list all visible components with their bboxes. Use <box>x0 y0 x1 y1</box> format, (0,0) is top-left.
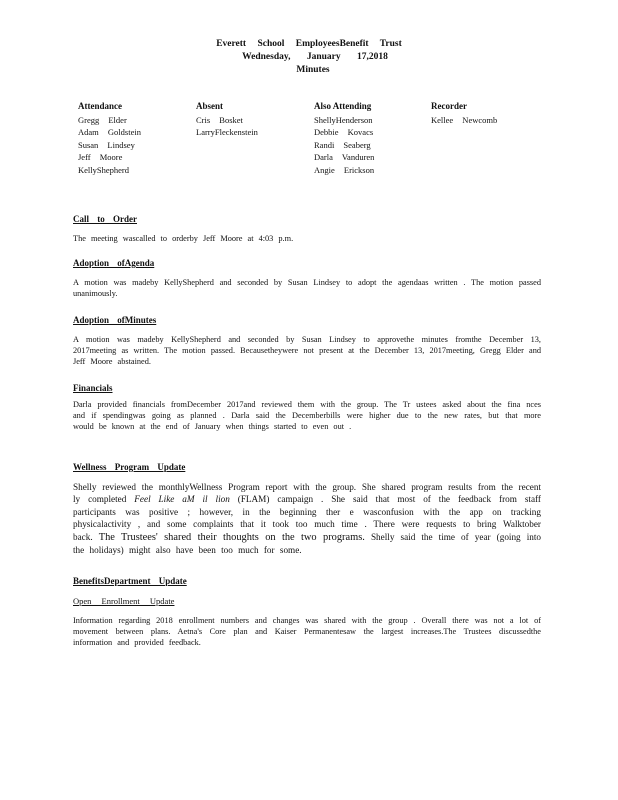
absent-column <box>196 100 258 139</box>
adoption-minutes-text: A motion was madeby KellyShepherd and seconded by Susan Lindsey to approvethe minutes fromthe December 13, 2017meeting as written. The motion passed. Becausetheywere not present at the December 13, 2017meeting, Gregg Elder and Jeff Moore abstained. <box>73 335 541 367</box>
financials-text: Darla provided financials fromDecember 2017and reviewed them with the group. The Tr ustees asked about the fina nces and if spendingwas going as planned . Darla said the Decemberbills were higher due to the new rates, but that more would be known at the end of January when things started to even out . <box>73 400 541 432</box>
adoption-minutes-heading: Adoption ofMinutes <box>73 315 157 325</box>
also-attending-name: Debbie Kovacs <box>314 127 374 138</box>
attendee-name: Susan Lindsey <box>78 139 135 150</box>
absent-heading: Absent <box>196 101 224 111</box>
document-title <box>0 38 618 77</box>
wellness-text-part: The Trustees' shared their thoughts on the two programs. <box>98 531 365 543</box>
absent-name: Cris Bosket <box>196 114 243 125</box>
also-attending-name: Randi Seaberg <box>314 139 371 150</box>
absent-name: LarryFleckenstein <box>196 127 258 138</box>
benefits-heading: BenefitsDepartment Update <box>73 576 187 586</box>
wellness-text-part: (FLAM) campaign . She said that most of the feedback from staff participants was positive ; however, in the beginning ther e wasconfusion with the app on tracking physicalactivity , and some complaints that it took too much time . There were requests to bring Walktober back. <box>73 494 541 542</box>
recorder-name: Kellee Newcomb <box>431 114 498 125</box>
benefits-text: Information regarding 2018 enrollment numbers and changes was shared with the group . Overall there was not a lot of movement between plans. Aetna's Core plan and Kaiser Permanentesaw the largest increases.The Trustees discussedthe information and provided feedback. <box>73 616 541 648</box>
also-attending-column <box>314 100 374 177</box>
open-enrollment-subheading: Open Enrollment Update <box>73 596 175 606</box>
call-to-order-heading: Call to Order <box>73 214 137 224</box>
wellness-text <box>73 481 541 556</box>
also-attending-heading: Also Attending <box>314 101 372 111</box>
campaign-name: Feel Like aM il lion <box>134 494 230 505</box>
attendance-heading: Attendance <box>78 101 122 111</box>
attendee-name: Adam Goldstein <box>78 127 141 138</box>
attendance-column <box>78 100 141 177</box>
title-line-1: Everett School EmployeesBenefit Trust <box>216 39 402 49</box>
also-attending-name: ShellyHenderson <box>314 114 373 125</box>
wellness-heading: Wellness Program Update <box>73 462 186 472</box>
call-to-order-text: The meeting wascalled to orderby Jeff Moore at 4:03 p.m. <box>73 234 294 243</box>
financials-heading: Financials <box>73 383 113 393</box>
also-attending-name: Darla Vanduren <box>314 152 375 163</box>
attendee-name: Gregg Elder <box>78 114 127 125</box>
attendee-name: KellyShepherd <box>78 164 129 175</box>
recorder-heading: Recorder <box>431 101 467 111</box>
recorder-column <box>431 100 497 126</box>
adoption-agenda-text: A motion was madeby KellyShepherd and seconded by Susan Lindsey to adopt the agendaas written . The motion passed unanimously. <box>73 278 541 299</box>
adoption-agenda-heading: Adoption ofAgenda <box>73 258 155 268</box>
wellness-text-part: Shelly reviewed the monthlyWellness Program report with the group. She shared program results from the recent ly completed <box>73 482 541 505</box>
title-minutes: Minutes <box>296 65 330 75</box>
wellness-text-part: Shelly said the time of year (going into the holidays) might also have been too much for some. <box>73 531 542 556</box>
title-date: Wednesday, January 17,2018 <box>242 52 388 62</box>
attendee-name: Jeff Moore <box>78 152 123 163</box>
also-attending-name: Angie Erickson <box>314 164 375 175</box>
